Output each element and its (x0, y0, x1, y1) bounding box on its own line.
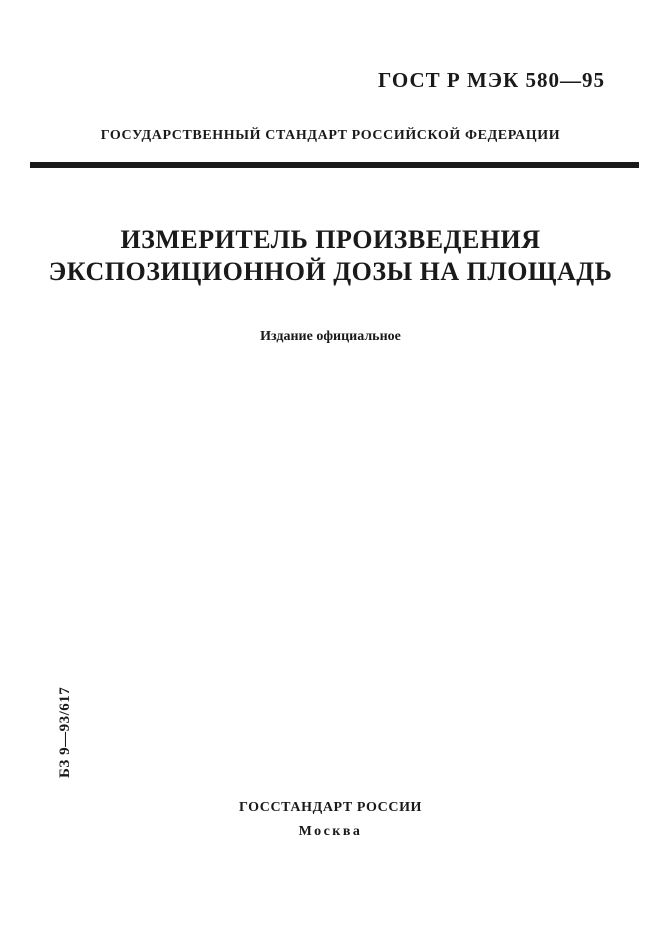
publisher-city: Москва (298, 824, 363, 839)
title-line-2: ЭКСПОЗИЦИОННОЙ ДОЗЫ НА ПЛОЩАДЬ (48, 257, 613, 286)
header-divider (30, 162, 639, 168)
standard-header: ГОСУДАРСТВЕННЫЙ СТАНДАРТ РОССИЙСКОЙ ФЕДЕРАЦИИ (100, 128, 561, 143)
gost-number: ГОСТ Р МЭК 580—95 (378, 68, 605, 92)
document-title (0, 224, 661, 288)
publisher-name: ГОССТАНДАРТ РОССИИ (238, 800, 423, 815)
side-code: БЗ 9—93/617 (57, 686, 73, 778)
edition-label: Издание официальное (260, 329, 401, 344)
title-line-1: ИЗМЕРИТЕЛЬ ПРОИЗВЕДЕНИЯ (120, 225, 541, 254)
